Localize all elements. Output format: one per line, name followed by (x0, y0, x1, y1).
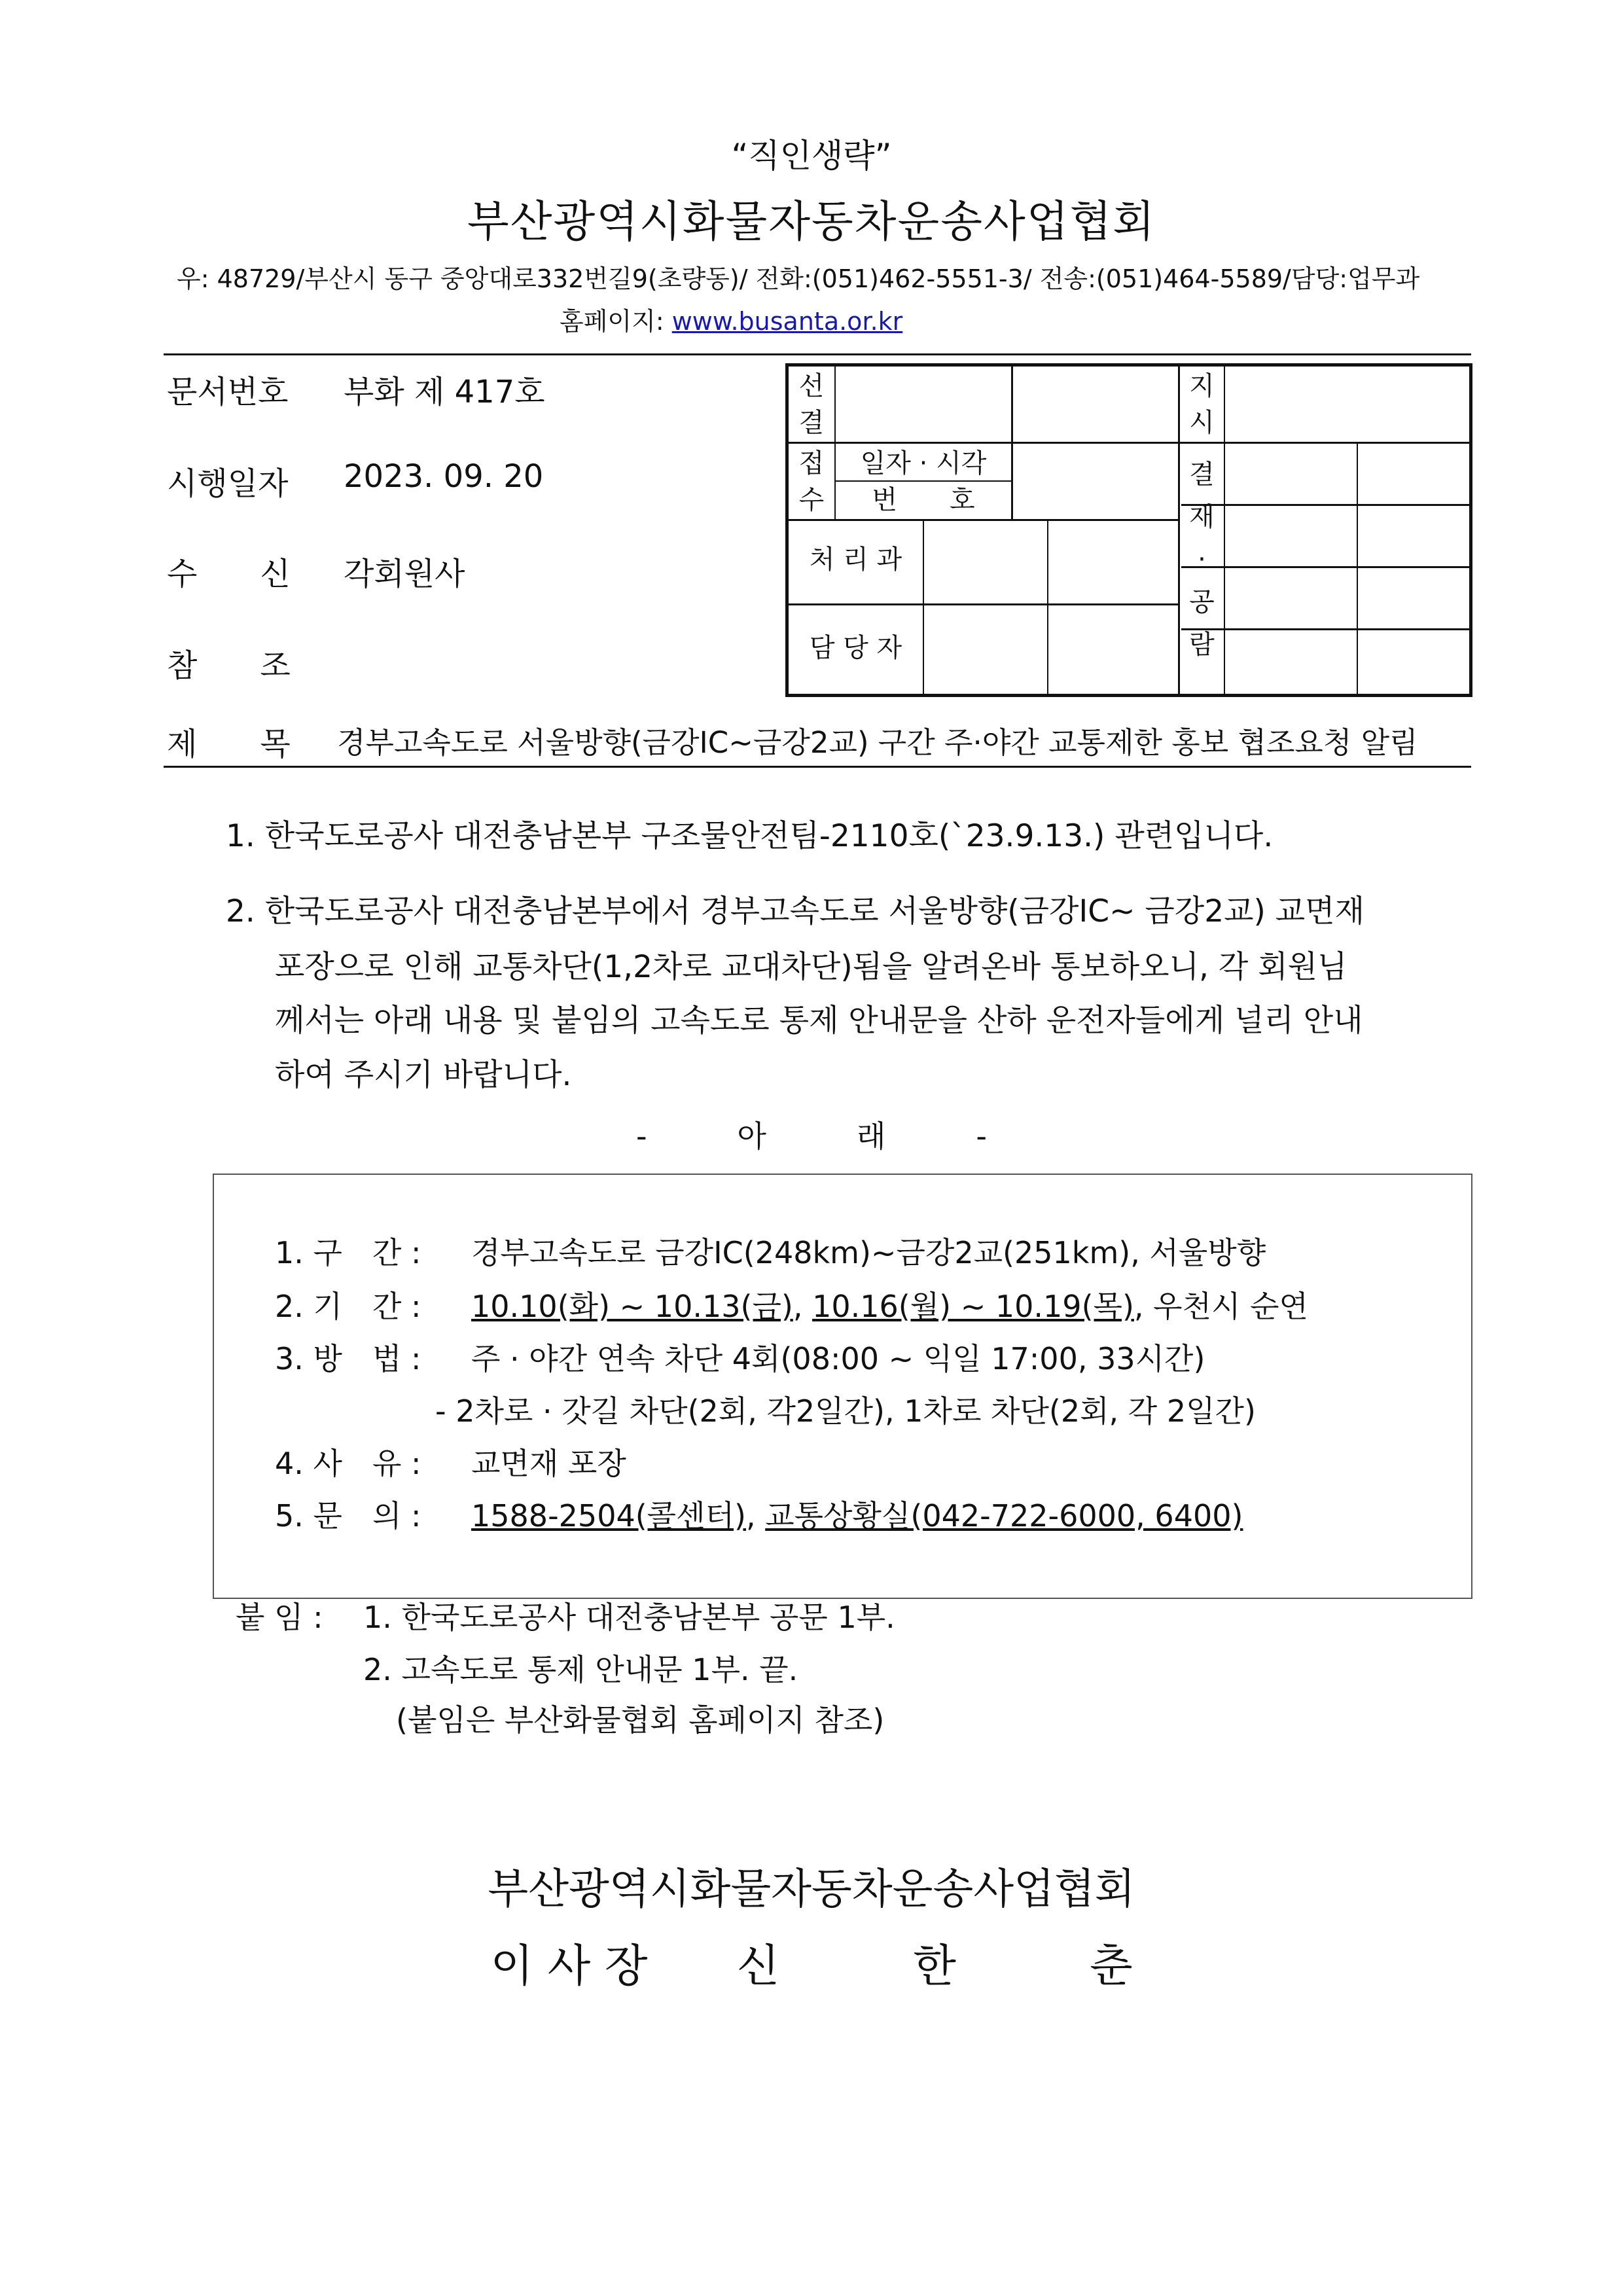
reference-label: 참 조 (167, 647, 291, 684)
cell-date-time: 일자 · 시각 (860, 448, 987, 478)
paragraph-1: 1. 한국도로공사 대전충남본부 구조물안전팀-2110호(`23.9.13.) 관련입니다. (226, 818, 1274, 854)
notice-item-5-label: 5. 문 의 : (275, 1498, 421, 1534)
period-range-2: 10.16(월) ~ 10.19(목) (812, 1289, 1134, 1324)
signature-organization: 부산광역시화물자동차운송사업협회 (488, 1865, 1135, 1914)
cell-number: 번 호 (872, 485, 975, 515)
box-vline (923, 519, 924, 694)
notice-item-3-detail: - 2차로 · 갓길 차단(2회, 각2일간), 1차로 차단(2회, 각 2일간) (435, 1393, 1256, 1429)
doc-number-label: 문서번호 (167, 374, 289, 410)
cell-si: 시 (1189, 408, 1215, 438)
notice-item-5-value (471, 1492, 1243, 1535)
paragraph-2-line-1: 2. 한국도로공사 대전충남본부에서 경부고속도로 서울방향(금강IC~ 금강2교) 교면재 (226, 893, 1364, 929)
homepage-label: 홈페이지: (560, 307, 672, 336)
paragraph-2-line-2: 포장으로 인해 교통차단(1,2차로 교대차단)됨을 알려온바 통보하오니, 각 회원님 (275, 949, 1347, 985)
header-divider (164, 353, 1471, 355)
traffic-office: 교통상황실(042-722-6000, 6400) (765, 1498, 1243, 1534)
paragraph-2-line-3: 께서는 아래 내용 및 붙임의 고속도로 통제 안내문을 산하 운전자들에게 널리 안내 (275, 1003, 1363, 1039)
below-heading: - 아 래 - (635, 1119, 988, 1154)
recipient-value: 각회원사 (344, 556, 465, 592)
enforcement-date-label: 시행일자 (167, 465, 289, 502)
box-vline (1047, 519, 1048, 694)
box-vline (1224, 367, 1225, 694)
cell-person-in-charge: 담 당 자 (809, 633, 902, 663)
contact-separator: , (745, 1498, 766, 1534)
subject-divider (164, 766, 1471, 768)
box-vline (1357, 442, 1358, 694)
notice-item-2-value (471, 1283, 1308, 1326)
cell-gyeol2: 결 (1189, 459, 1215, 490)
cell-ji: 지 (1189, 371, 1215, 401)
paragraph-2-line-4: 하여 주시기 바랍니다. (275, 1057, 572, 1093)
cell-dot: · (1198, 545, 1206, 575)
cell-jeop: 접 (798, 448, 825, 478)
attachment-item-2: 2. 고속도로 통제 안내문 1부. 끝. (363, 1652, 798, 1687)
organization-title: 부산광역시화물자동차운송사업협회 (467, 196, 1156, 247)
cell-seon: 선 (798, 371, 825, 401)
attachment-note: (붙임은 부산화물협회 홈페이지 참조) (396, 1702, 885, 1738)
signature-chairman: 이 사 장 신 한 춘 (490, 1941, 1133, 1992)
homepage-line (560, 301, 902, 337)
notice-item-3-value: 주 · 야간 연속 차단 4회(08:00 ~ 익일 17:00, 33시간) (471, 1341, 1205, 1376)
subject-value: 경부고속도로 서울방향(금강IC~금강2교) 구간 주·야간 교통제한 홍보 협조요청 알림 (337, 725, 1418, 760)
homepage-link[interactable]: www.busanta.or.kr (671, 307, 903, 336)
period-range-1: 10.10(화) ~ 10.13(금) (471, 1289, 793, 1324)
box-vline (1011, 367, 1013, 519)
cell-gyeol: 결 (798, 408, 825, 438)
doc-number-value: 부화 제 417호 (344, 374, 545, 410)
recipient-label: 수 신 (167, 556, 291, 592)
attachment-label: 붙 임 : (236, 1600, 323, 1635)
notice-item-3-label: 3. 방 법 : (275, 1341, 421, 1376)
cell-su: 수 (798, 485, 825, 515)
notice-item-4-value: 교면재 포장 (471, 1446, 626, 1481)
attachment-item-1: 1. 한국도로공사 대전충남본부 공문 1부. (363, 1600, 895, 1635)
call-center: 1588-2504(콜센터) (471, 1498, 746, 1534)
box-hline (789, 603, 1178, 605)
notice-item-2-label: 2. 기 간 : (275, 1289, 421, 1324)
notice-item-1-value: 경부고속도로 금강IC(248km)~금강2교(251km), 서울방향 (471, 1235, 1266, 1270)
cell-jae: 재 (1189, 502, 1215, 532)
period-rain-note: , 우천시 순연 (1133, 1289, 1308, 1324)
cell-gong: 공 (1189, 587, 1215, 617)
enforcement-date-value: 2023. 09. 20 (344, 458, 544, 495)
notice-item-4-label: 4. 사 유 : (275, 1446, 421, 1481)
address-line: 우: 48729/부산시 동구 중앙대로332번길9(초량동)/ 전화:(051)462-5551-3/ 전송:(051)464-5589/담당:업무과 (177, 264, 1420, 293)
subject-label: 제 목 (167, 726, 291, 762)
omit-seal-note: “직인생략” (731, 137, 892, 175)
period-separator: , (793, 1289, 813, 1324)
approval-box (785, 363, 1472, 697)
notice-item-1-label: 1. 구 간 : (275, 1235, 421, 1270)
cell-ram: 람 (1189, 630, 1215, 660)
cell-processing-dept: 처 리 과 (809, 545, 902, 575)
